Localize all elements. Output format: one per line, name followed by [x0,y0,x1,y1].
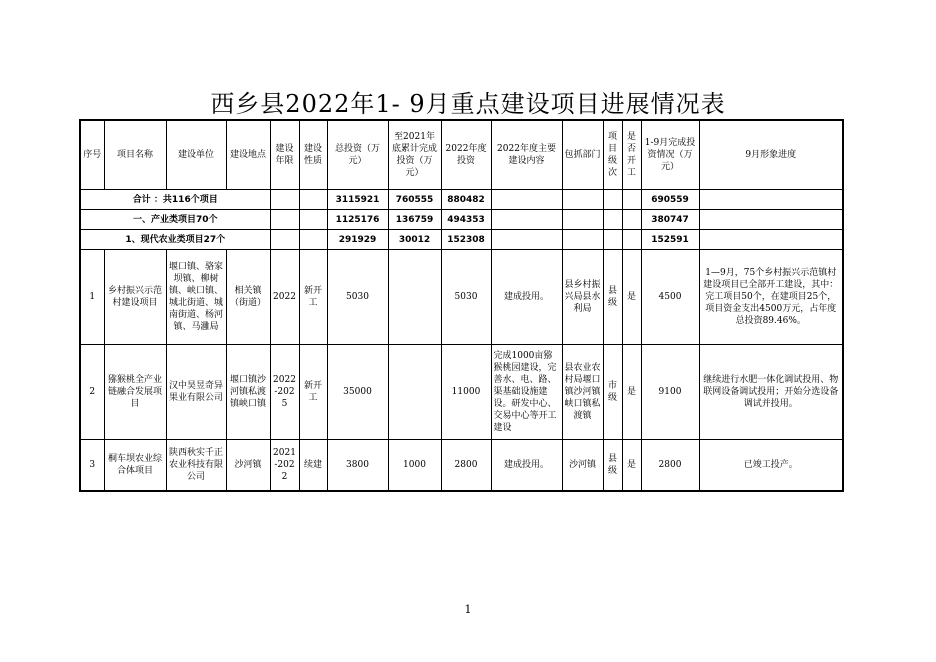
project-location: 沙河镇 [226,440,270,492]
summary-total: 291929 [327,230,388,250]
project-progress: 继续进行水肥一体化调试投用、物联网设备调试投用；开始分选设备调试并投用。 [699,345,843,440]
project-name: 乡村振兴示范村建设项目 [104,250,166,345]
project-content: 建成投用。 [491,440,562,492]
project-seq: 1 [80,250,104,345]
project-dept: 沙河镇 [562,440,603,492]
project-total: 5030 [327,250,388,345]
project-2022: 2800 [441,440,491,492]
summary-label: 一、产业类项目70个 [80,210,270,230]
project-dept: 县农业农村局堰口镇沙河镇峡口镇私渡镇 [562,345,603,440]
header-cum-2021: 至2021年底累计完成投资（万元） [388,120,441,190]
header-done: 1-9月完成投资情况（万元） [641,120,699,190]
summary-label: 1、现代农业类项目27个 [80,230,270,250]
project-started: 是 [622,250,641,345]
header-dept: 包抓部门 [562,120,603,190]
project-period: 2022 [270,250,299,345]
project-started: 是 [622,440,641,492]
project-done: 4500 [641,250,699,345]
summary-done: 690559 [641,190,699,210]
table-row [80,440,843,492]
project-total: 35000 [327,345,388,440]
table-row [80,250,843,345]
project-cum: 1000 [388,440,441,492]
header-period: 建设年限 [270,120,299,190]
summary-row-agriculture [80,230,843,250]
project-location: 堰口镇沙河镇私渡镇峡口镇 [226,345,270,440]
project-nature: 新开工 [299,250,327,345]
summary-done: 380747 [641,210,699,230]
project-done: 9100 [641,345,699,440]
summary-label: 合计 ：共116个项目 [80,190,270,210]
project-period: 2021-2022 [270,440,299,492]
summary-row-industry [80,210,843,230]
project-level: 市级 [603,345,622,440]
project-unit: 汉中昊昱奇异果业有限公司 [166,345,226,440]
project-seq: 2 [80,345,104,440]
summary-total: 3115921 [327,190,388,210]
project-level: 县级 [603,250,622,345]
summary-total: 1125176 [327,210,388,230]
summary-cum: 760555 [388,190,441,210]
header-unit: 建设单位 [166,120,226,190]
projects-table [79,119,844,492]
project-unit: 陕西秋实千正农业科技有限公司 [166,440,226,492]
page-number: 1 [464,603,472,616]
project-progress: 已竣工投产。 [699,440,843,492]
project-2022: 5030 [441,250,491,345]
page-title: 西乡县2022年1- 9月重点建设项目进展情况表 [210,90,726,118]
project-level: 县级 [603,440,622,492]
header-nature: 建设性质 [299,120,327,190]
header-name: 项目名称 [104,120,166,190]
header-seq: 序号 [80,120,104,190]
summary-cum: 30012 [388,230,441,250]
project-period: 2022-2025 [270,345,299,440]
summary-done: 152591 [641,230,699,250]
project-seq: 3 [80,440,104,492]
summary-cum: 136759 [388,210,441,230]
project-total: 3800 [327,440,388,492]
header-invest-2022: 2022年度投资 [441,120,491,190]
project-unit: 堰口镇、骆家坝镇、柳树镇、峡口镇、城北街道、城南街道、杨河镇、马灉局 [166,250,226,345]
project-content: 完成1000亩猕猴桃园建设，完善水、电、路、渠基础设施建设。研发中心、交易中心等开工建设 [491,345,562,440]
header-content-2022: 2022年度主要建设内容 [491,120,562,190]
summary-2022: 152308 [441,230,491,250]
project-dept: 县乡村振兴局县水利局 [562,250,603,345]
summary-2022: 880482 [441,190,491,210]
header-total-invest: 总投资（万元） [327,120,388,190]
project-location: 相关镇（街道） [226,250,270,345]
header-level: 项目级次 [603,120,622,190]
project-content: 建成投用。 [491,250,562,345]
project-name: 桐车坝农业综合体项目 [104,440,166,492]
table-header-row [80,120,843,190]
header-location: 建设地点 [226,120,270,190]
project-done: 2800 [641,440,699,492]
header-started: 是否开工 [622,120,641,190]
summary-2022: 494353 [441,210,491,230]
project-cum [388,345,441,440]
table-row [80,345,843,440]
header-progress: 9月形象进度 [699,120,843,190]
project-2022: 11000 [441,345,491,440]
project-name: 猕猴桃全产业链融合发展项目 [104,345,166,440]
project-nature: 新开工 [299,345,327,440]
project-progress: 1—9月，75个乡村振兴示范镇村建设项目已全部开工建设，其中：完工项目50个，在建项目25个，项目资金支出4500万元，占年度总投资89.46%。 [699,250,843,345]
summary-row-total [80,190,843,210]
project-nature: 续建 [299,440,327,492]
project-cum [388,250,441,345]
project-started: 是 [622,345,641,440]
